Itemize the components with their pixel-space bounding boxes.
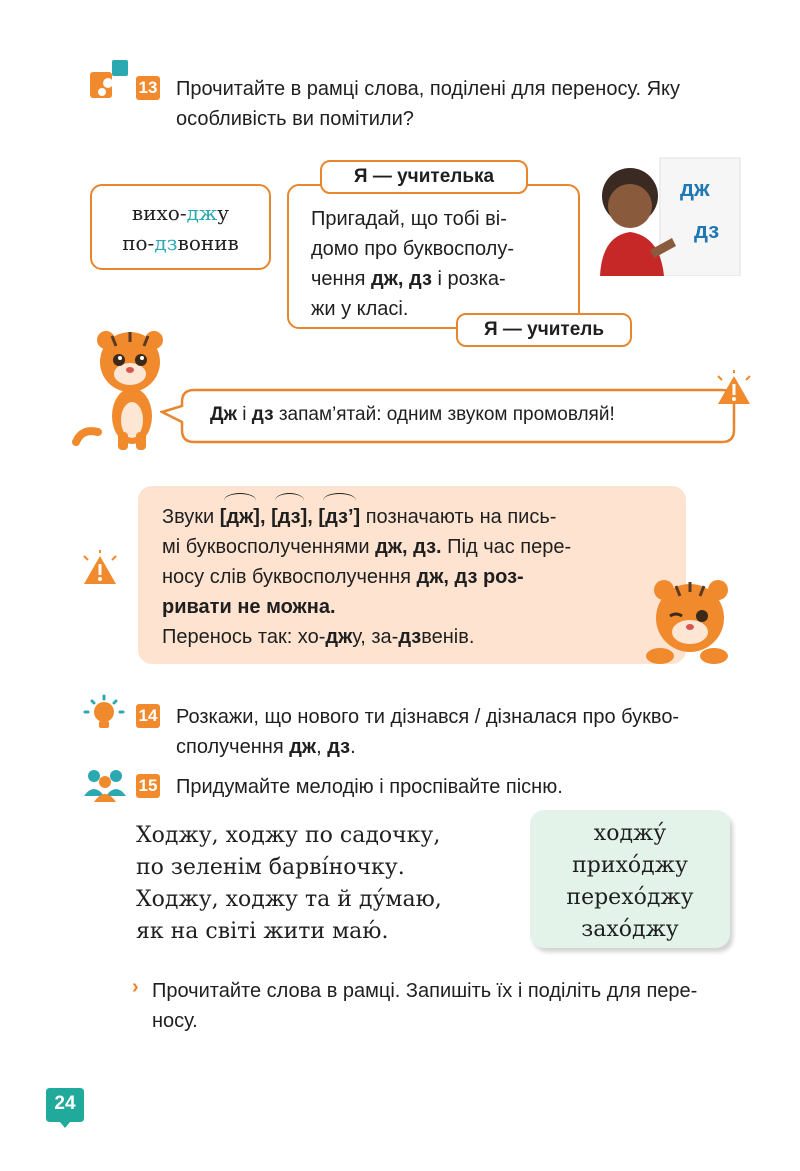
poem-line: Ходжу, ходжу по садочку,	[136, 823, 441, 848]
poem-line: по зеленім барві́ночку.	[136, 855, 405, 880]
words-box	[530, 810, 730, 948]
label-teacher-female: Я — учителька	[320, 160, 528, 194]
word-frame: вихо-джу по-дзвонив	[90, 184, 271, 270]
lightbulb-icon	[82, 694, 126, 734]
winking-tiger-illustration	[640, 572, 736, 666]
word-item: перехо́джу	[566, 885, 694, 910]
task-15-number: 15	[136, 774, 160, 798]
word-item: ходжу́	[593, 821, 667, 846]
task-15-text: Придумайте мелодію і проспівайте пісню.	[176, 776, 563, 798]
speech-bubble: Дж і дз запам’ятай: одним звуком промовляй!	[160, 388, 736, 444]
label-teacher-male: Я — учитель	[456, 313, 632, 347]
rule-box: Звуки [дж], [дз], [дз’] позначають на пись- мі буквосполученнями дж, дз. Під час пере- носу слів буквосполучення дж, дз роз- ривати не можна. Перенось так: хо-джу, за-дзвенів.	[138, 486, 686, 664]
task-14-text: Розкажи, що нового ти дізнався / дізналася про букво- сполучення дж, дз.	[176, 706, 680, 758]
bullet-chevron-icon: ›	[132, 976, 139, 998]
warning-icon	[80, 550, 120, 588]
page-number-badge	[46, 1088, 84, 1130]
task-13-text: Прочитайте в рамці слова, поділені для переносу. Яку особливість ви помітили?	[176, 78, 680, 130]
card-letters-dz: дз	[694, 218, 720, 243]
puzzle-icon	[88, 56, 132, 102]
boy-illustration	[594, 150, 744, 276]
poem-line: Ходжу, ходжу та й ду́маю,	[136, 887, 442, 912]
card-letters-dzh: дж	[680, 176, 710, 201]
task-14-number: 14	[136, 704, 160, 728]
poem	[136, 820, 442, 948]
teacher-prompt-box: Пригадай, що тобі ві- домо про буквосполу- чення дж, дз і розка- жи у класі.	[287, 184, 580, 329]
word-item: прихо́джу	[572, 853, 688, 878]
word-item: захо́джу	[581, 917, 679, 942]
bottom-task-text: Прочитайте слова в рамці. Запишіть їх і поділіть для пере- носу.	[152, 980, 698, 1032]
task-13-number: 13	[136, 76, 160, 100]
group-icon	[82, 766, 128, 802]
poem-line: як на світі жити маю́.	[136, 919, 389, 944]
page-number: 24	[54, 1093, 76, 1114]
warning-icon	[714, 370, 754, 408]
